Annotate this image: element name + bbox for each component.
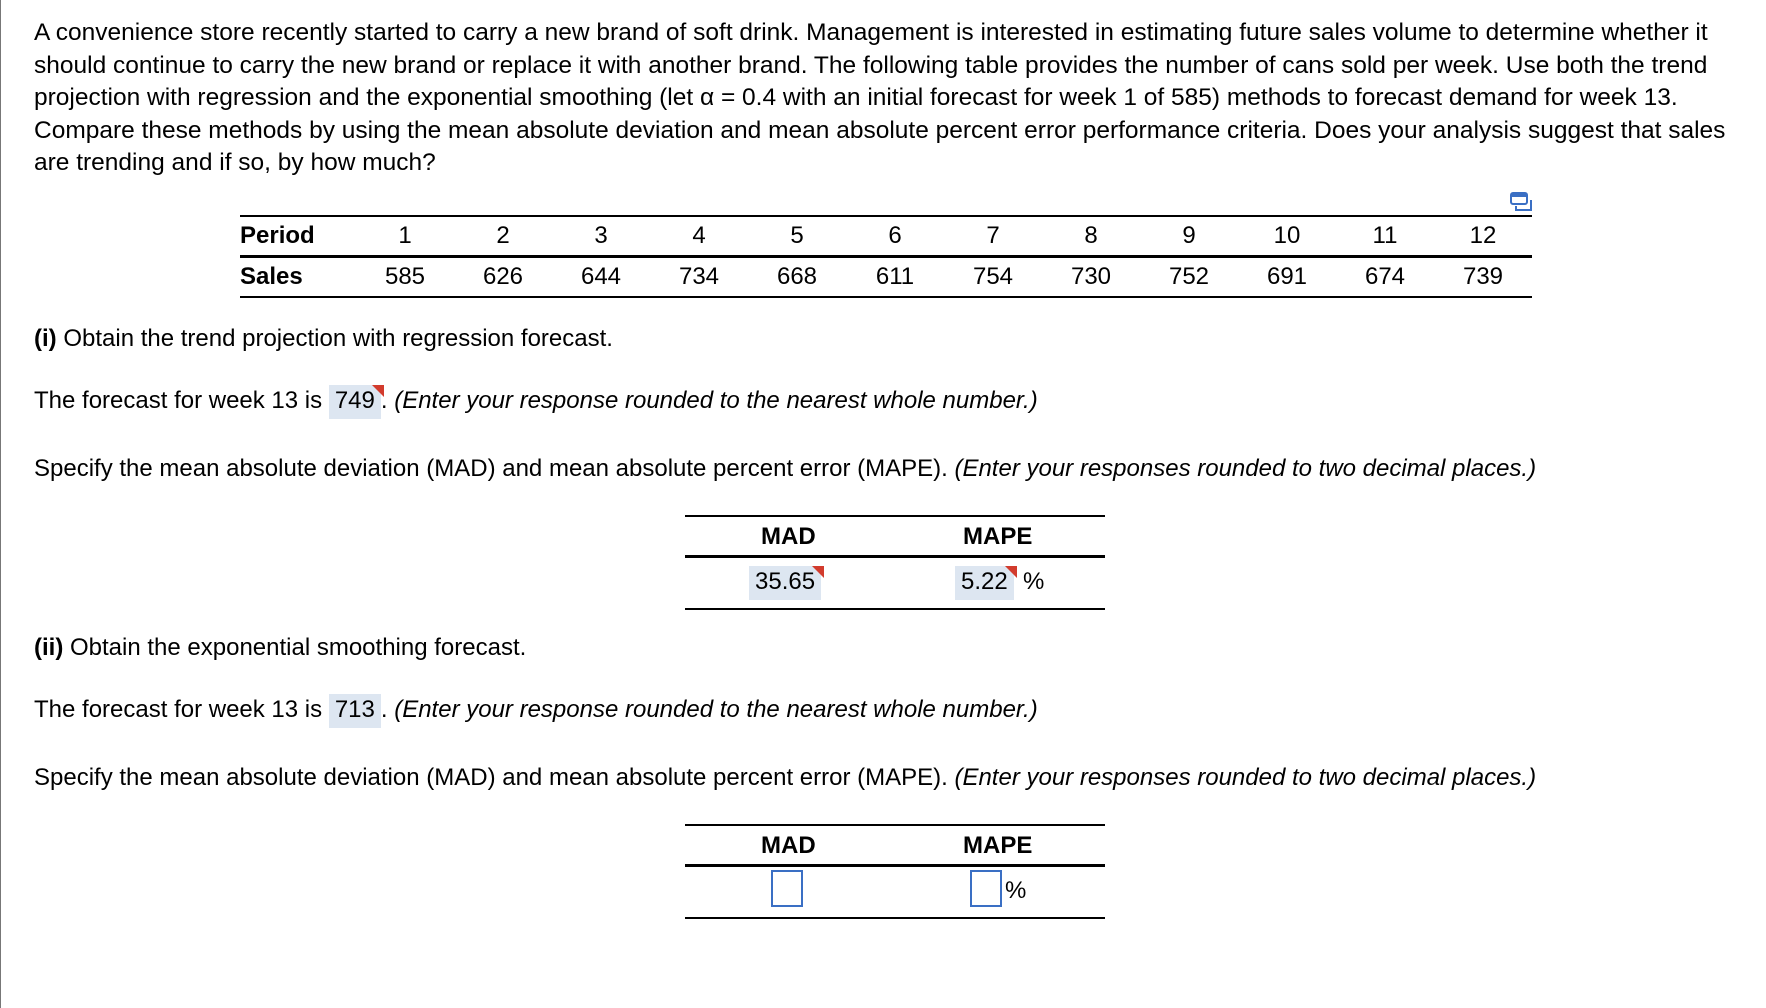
period-cell: 12 [1469, 222, 1497, 249]
sales-cell: 754 [972, 263, 1014, 290]
sales-cell: 668 [776, 263, 818, 290]
period-cell: 5 [790, 222, 804, 249]
incorrect-flag-icon [812, 566, 824, 578]
part2-mape-header: MAPE [963, 832, 1033, 859]
table-top-rule [685, 824, 1105, 826]
part1-mad-answer[interactable] [749, 566, 821, 600]
part2-forecast-suffix: . [380, 696, 388, 723]
sales-cell: 674 [1364, 263, 1406, 290]
part1-mad-value: 35.65 [755, 568, 816, 595]
table-header-rule [685, 555, 1105, 558]
part2-spec-hint: (Enter your responses rounded to two decimal places.) [954, 764, 1537, 791]
table-bottom-rule [685, 608, 1105, 610]
part1-mad-header: MAD [761, 523, 816, 550]
table-bottom-rule [685, 917, 1105, 919]
part2-heading [34, 634, 526, 662]
sales-cell: 734 [678, 263, 720, 290]
sales-cell: 585 [384, 263, 426, 290]
period-cell: 10 [1273, 222, 1301, 249]
sales-cell: 752 [1168, 263, 1210, 290]
question-text: A convenience store recently started to carry a new brand of soft drink. Management is interested in estimating future sales volume to determine whether it should continue to carry the new brand or replace it with another brand. The following table provides the number of cans sold per week. Use both the trend projection with regression and the exponential smoothing (let α = 0.4 with an initial forecast for week 1 of 585) methods to forecast demand for week 13. Compare these methods by using the mean absolute deviation and mean absolute percent error performance criteria. Does your analysis suggest that sales are trending and if so, by how much? [34, 19, 1726, 176]
part2-percent-sign: % [1005, 877, 1027, 904]
period-cell: 6 [888, 222, 902, 249]
part1-forecast-line [34, 385, 1038, 419]
part2-forecast-line [34, 694, 1038, 728]
part1-spec-line [34, 455, 1536, 483]
period-cell: 8 [1084, 222, 1098, 249]
period-cell: 1 [398, 222, 412, 249]
part1-mape-value: 5.22 [961, 568, 1008, 595]
period-cell: 11 [1372, 222, 1398, 249]
sales-table-container [240, 215, 1532, 298]
part1-spec-hint: (Enter your responses rounded to two decimal places.) [954, 455, 1537, 482]
part1-title: Obtain the trend projection with regression forecast. [63, 325, 613, 352]
part1-percent-sign: % [1023, 568, 1045, 595]
part2-spec-text: Specify the mean absolute deviation (MAD) and mean absolute percent error (MAPE). [34, 764, 948, 791]
table-header-rule [685, 864, 1105, 867]
sales-row [240, 257, 1532, 298]
part1-heading [34, 325, 613, 353]
sales-cell: 626 [482, 263, 524, 290]
part1-forecast-suffix: . [380, 387, 388, 414]
sales-table [240, 215, 1532, 298]
part2-forecast-answer[interactable] [329, 694, 381, 728]
part2-forecast-hint: (Enter your response rounded to the nearest whole number.) [394, 696, 1038, 723]
part2-title: Obtain the exponential smoothing forecast. [70, 634, 527, 661]
copy-table-icon[interactable] [1510, 192, 1532, 212]
period-cell: 3 [594, 222, 608, 249]
part2-spec-line [34, 764, 1536, 792]
part1-mape-header: MAPE [963, 523, 1033, 550]
part1-forecast-value: 749 [334, 387, 375, 414]
question-area [34, 17, 1754, 180]
part1-mape-answer[interactable] [955, 566, 1014, 600]
part2-mad-input[interactable] [771, 870, 803, 907]
sales-cell: 644 [580, 263, 622, 290]
part1-tag: (i) [34, 325, 57, 352]
part1-answer-table [685, 515, 1105, 610]
period-label: Period [240, 222, 315, 249]
left-border [0, 0, 1, 1008]
sales-cell: 730 [1070, 263, 1112, 290]
part1-forecast-prefix: The forecast for week 13 is [34, 387, 323, 414]
sales-cell: 739 [1462, 263, 1504, 290]
part2-forecast-prefix: The forecast for week 13 is [34, 696, 323, 723]
part2-forecast-value: 713 [334, 696, 375, 723]
part1-forecast-answer[interactable] [329, 385, 381, 419]
sales-cell: 611 [875, 263, 915, 290]
part2-mad-header: MAD [761, 832, 816, 859]
period-cell: 9 [1182, 222, 1196, 249]
sales-label: Sales [240, 263, 303, 290]
part2-tag: (ii) [34, 634, 64, 661]
period-cell: 2 [496, 222, 510, 249]
part2-answer-table [685, 824, 1105, 919]
incorrect-flag-icon [372, 385, 384, 397]
table-top-rule [685, 515, 1105, 517]
part1-spec-text: Specify the mean absolute deviation (MAD) and mean absolute percent error (MAPE). [34, 455, 948, 482]
part1-forecast-hint: (Enter your response rounded to the nearest whole number.) [394, 387, 1038, 414]
period-cell: 7 [986, 222, 1000, 249]
period-row [240, 216, 1532, 257]
incorrect-flag-icon [1005, 566, 1017, 578]
period-cell: 4 [692, 222, 706, 249]
part2-mape-input[interactable] [970, 870, 1002, 907]
sales-cell: 691 [1266, 263, 1308, 290]
